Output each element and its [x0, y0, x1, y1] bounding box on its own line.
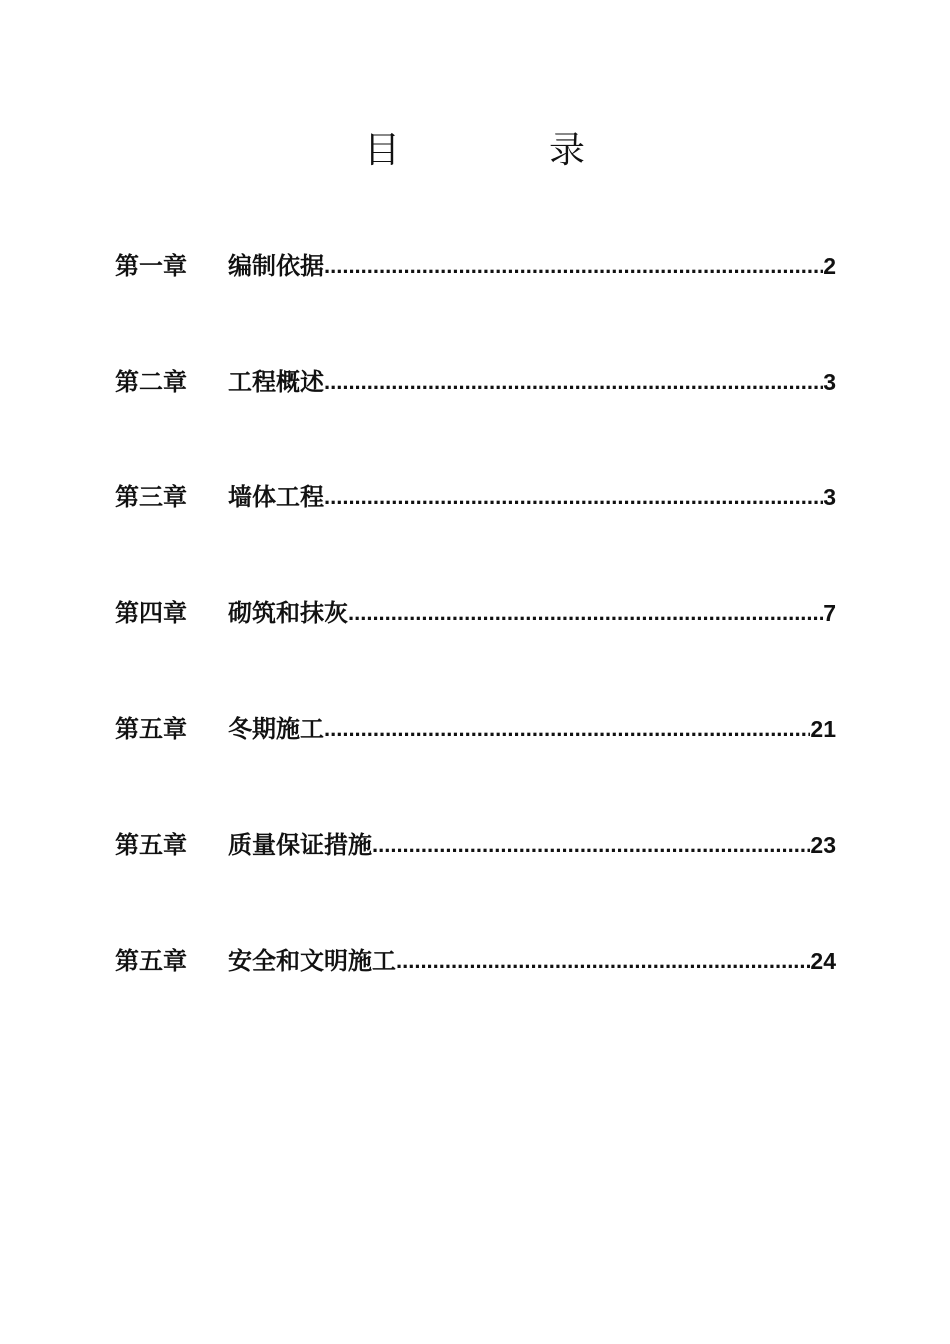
toc-entry-title: 工程概述	[228, 368, 324, 396]
title-char-mu: 目	[364, 130, 401, 171]
toc-chapter-number: 第三章	[115, 483, 187, 511]
toc-page-number: 7	[823, 600, 836, 626]
toc-page-number: 3	[823, 369, 836, 395]
toc-entry[interactable]	[115, 364, 836, 400]
toc-entry[interactable]	[115, 248, 836, 284]
toc-chapter-number: 第五章	[115, 947, 187, 975]
toc-entry[interactable]	[115, 479, 836, 515]
toc-page-number: 24	[810, 948, 836, 974]
toc-entry-title: 质量保证措施	[228, 831, 372, 859]
toc-entry[interactable]	[115, 827, 836, 863]
toc-dot-leader	[372, 827, 810, 863]
toc-entry[interactable]	[115, 943, 836, 979]
toc-chapter-number: 第一章	[115, 252, 187, 280]
toc-chapter-number: 第五章	[115, 715, 187, 743]
toc-chapter-number: 第二章	[115, 368, 187, 396]
toc-dot-leader	[348, 595, 823, 631]
toc-chapter-number: 第五章	[115, 831, 187, 859]
toc-chapter-number: 第四章	[115, 599, 187, 627]
toc-entry[interactable]	[115, 711, 836, 747]
toc-dot-leader	[396, 943, 810, 979]
toc-dot-leader	[324, 364, 823, 400]
toc-entry-title: 冬期施工	[228, 715, 324, 743]
toc-entry[interactable]	[115, 595, 836, 631]
toc-entry-title: 砌筑和抹灰	[228, 599, 348, 627]
toc-dot-leader	[324, 248, 823, 284]
toc-dot-leader	[324, 711, 810, 747]
toc-page-number: 3	[823, 484, 836, 510]
toc-page-number: 2	[823, 253, 836, 279]
toc-entry-title: 墙体工程	[228, 483, 324, 511]
title-char-lu: 录	[549, 130, 586, 171]
toc-page-number: 21	[810, 716, 836, 742]
toc-page-number: 23	[810, 832, 836, 858]
toc-entry-title: 编制依据	[228, 252, 324, 280]
toc-entry-title: 安全和文明施工	[228, 947, 396, 975]
toc-dot-leader	[324, 479, 823, 515]
